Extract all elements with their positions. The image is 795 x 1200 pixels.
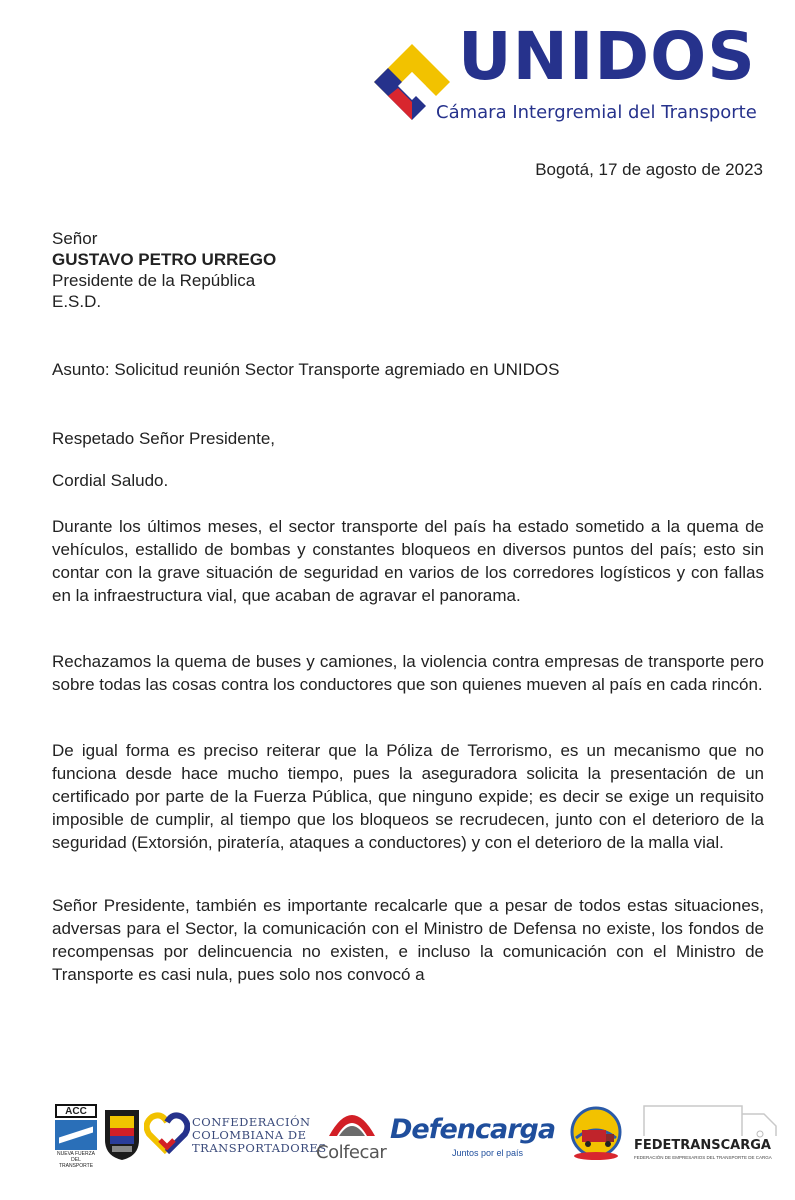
body-paragraph: Rechazamos la quema de buses y camiones, la violencia contra empresas de transporte pero sobre todas las cosas contra los conductores que son quienes mueven al país en cada rincón. xyxy=(52,652,764,694)
acc-abbr: ACC xyxy=(55,1104,97,1118)
confederacion-heart-icon xyxy=(144,1110,190,1156)
colfecar-mark-icon xyxy=(325,1104,379,1138)
fedetranscarga-truck-icon xyxy=(642,1100,782,1138)
confederacion-line1: CONFEDERACIÓN xyxy=(192,1115,311,1129)
letter-subject: Asunto: Solicitud reunión Sector Transporte agremiado en UNIDOS xyxy=(52,360,560,379)
acc-caption: NUEVA FUERZA DEL TRANSPORTE xyxy=(57,1151,95,1169)
addressee-title: Presidente de la República xyxy=(52,271,256,290)
colfecar-name: Colfecar xyxy=(316,1142,387,1163)
fedetranscarga-tagline: FEDERACIÓN DE EMPRESARIOS DEL TRANSPORTE DE CARGA xyxy=(634,1155,772,1160)
addressee-block xyxy=(52,228,276,312)
addressee-name: GUSTAVO PETRO URREGO xyxy=(52,250,277,269)
fedetranscarga-name: FEDETRANSCARGA xyxy=(634,1138,771,1153)
acc-logo xyxy=(55,1104,97,1169)
unidos-logo xyxy=(370,18,770,130)
body-paragraph: De igual forma es preciso reiterar que la Póliza de Terrorismo, es un mecanismo que no funciona desde hace mucho tiempo, pues la aseguradora solicita la presentación de un certificado por parte de la Fuerza Pública, que ninguno expide; es decir se exige un requisito imposible de cumplir, al tiempo que los bloqueos se recrudecen, junto con el deterioro de la seguridad (Extorsión, piratería, ataques a conductores) y con el deterioro de la malla vial. xyxy=(52,741,764,852)
defencarga-tagline: Juntos por el país xyxy=(452,1148,524,1158)
letter-greeting: Cordial Saludo. xyxy=(52,471,169,490)
acc-emblem-icon xyxy=(55,1120,97,1150)
transport-shield-icon xyxy=(102,1106,142,1162)
letter-salutation: Respetado Señor Presidente, xyxy=(52,429,276,448)
globe-truck-icon xyxy=(564,1104,628,1162)
logo-wordmark: UNIDOS xyxy=(458,18,756,95)
logo-subtitle: Cámara Intergremial del Transporte xyxy=(436,102,757,123)
confederacion-text xyxy=(192,1116,327,1155)
body-paragraph: Durante los últimos meses, el sector transporte del país ha estado sometido a la quema de vehículos, estallido de bombas y constantes bloqueos en diversos puntos del país; esto sin contar con la grave situación de seguridad en varios de los corredores logísticos y con fallas en la infraestructura vial, que acaban de agravar el panorama. xyxy=(52,517,764,605)
letter-date: Bogotá, 17 de agosto de 2023 xyxy=(535,160,763,179)
footer-logos xyxy=(52,1098,787,1168)
body-paragraph: Señor Presidente, también es importante recalcarle que a pesar de todos estas situaciones, adversas para el Sector, la comunicación con el Ministro de Defensa no existe, los fondos de recompensas por delincuencia no existen, e incluso la comunicación con el Ministro de Transporte es casi nula, pues solo nos convocó a xyxy=(52,896,764,984)
defencarga-name: Defencarga xyxy=(390,1114,556,1145)
confederacion-line3: TRANSPORTADORES xyxy=(192,1141,327,1155)
addressee-esd: E.S.D. xyxy=(52,292,102,311)
confederacion-line2: COLOMBIANA DE xyxy=(192,1128,307,1142)
addressee-salutation: Señor xyxy=(52,229,98,248)
